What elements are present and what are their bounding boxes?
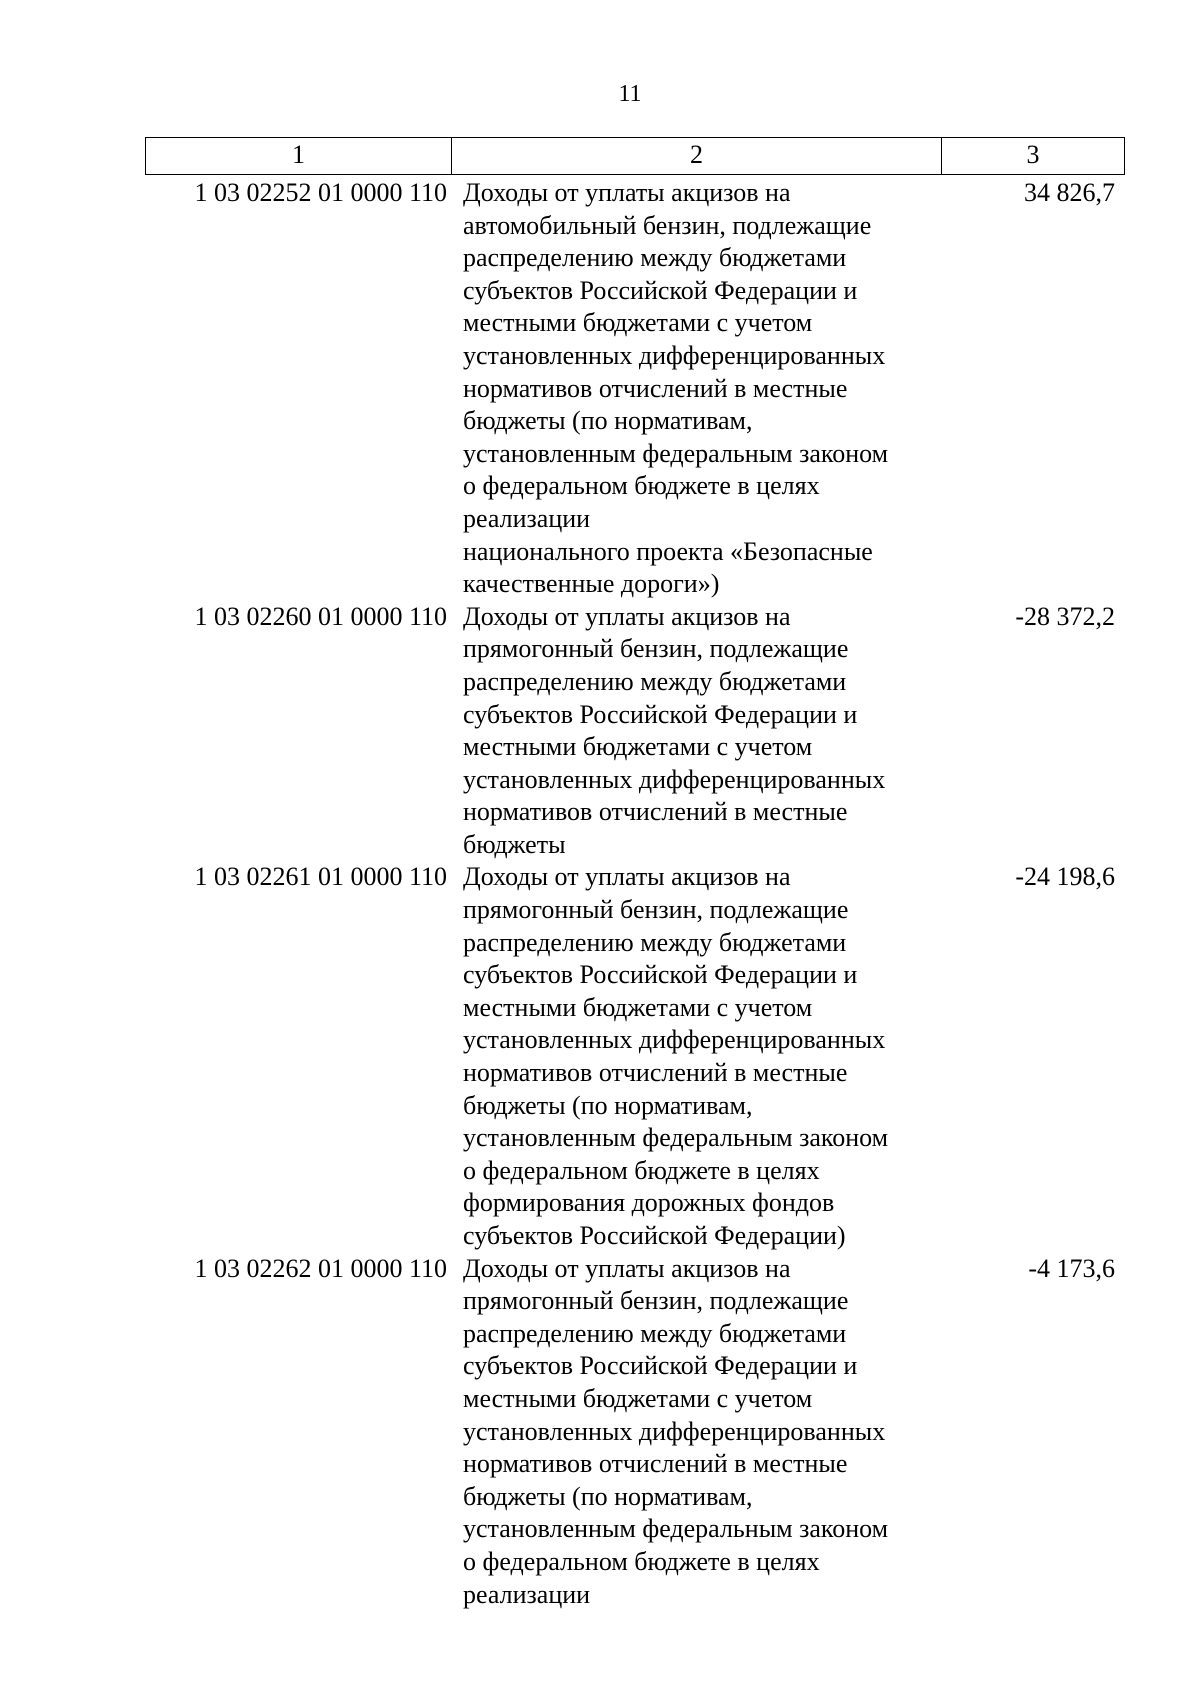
row-amount: 34 826,7	[1024, 178, 1115, 207]
row-amount: -24 198,6	[1015, 862, 1115, 892]
row-amount: -4 173,6	[1028, 1253, 1115, 1283]
row-code: 1 03 02252 01 0000 110	[194, 178, 447, 207]
row-code: 1 03 02261 01 0000 110	[194, 862, 447, 892]
row-code: 1 03 02262 01 0000 110	[194, 1253, 447, 1283]
row-description: Доходы от уплаты акцизов на прямогонный бензин, подлежащие распределению между бюджетами субъектов Российской Федерации и местными бюджетами с учетом установленных дифференцированных нормативов отчислений в местные бюджеты	[463, 601, 886, 859]
table-row	[145, 1253, 1125, 1612]
table-body	[145, 177, 1125, 1611]
row-description: Доходы от уплаты акцизов на прямогонный бензин, подлежащие распределению между бюджетами субъектов Российской Федерации и местными бюджетами с учетом установленных дифференцированных нормативов отчислений в местные бюджеты (по нормативам, установленным федеральным законом о федеральном бюджете в целях формирования дорожных фондов субъектов Российской Федерации)	[463, 862, 889, 1250]
row-description: Доходы от уплаты акцизов на автомобильный бензин, подлежащие распределению между бюджетами субъектов Российской Федерации и местными бюджетами с учетом установленных дифференцированных нормативов отчислений в местные бюджеты (по нормативам, установленным федеральным законом о федеральном бюджете в целях реализации национального проекта «Безопасные качественные дороги»)	[463, 178, 889, 599]
table-row	[145, 861, 1125, 1252]
row-code: 1 03 02260 01 0000 110	[194, 601, 447, 631]
table-header	[145, 137, 1125, 175]
table-row	[145, 177, 1125, 601]
row-description: Доходы от уплаты акцизов на прямогонный бензин, подлежащие распределению между бюджетами субъектов Российской Федерации и местными бюджетами с учетом установленных дифференцированных нормативов отчислений в местные бюджеты (по нормативам, установленным федеральным законом о федеральном бюджете в целях реализации	[463, 1253, 889, 1609]
column-header-2: 2	[452, 138, 942, 174]
column-header-3: 3	[1026, 140, 1040, 169]
table-row	[145, 601, 1125, 862]
row-amount: -28 372,2	[1015, 601, 1115, 631]
column-header-1: 1	[146, 138, 452, 174]
page-number: 11	[618, 81, 642, 107]
